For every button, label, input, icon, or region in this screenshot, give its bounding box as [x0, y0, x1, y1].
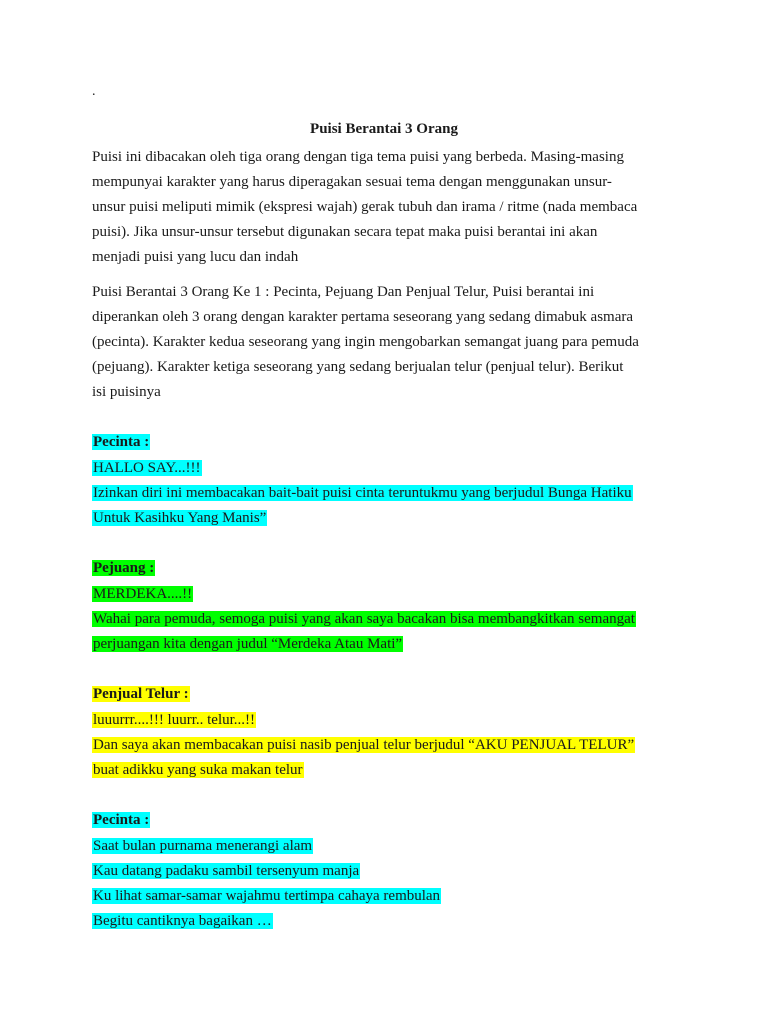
poem-line: Ku lihat samar-samar wajahmu tertimpa cahaya rembulan: [93, 888, 441, 904]
intro-line: unsur puisi meliputi mimik (ekspresi wajah) gerak tubuh dan irama / ritme (nada membaca: [92, 199, 638, 215]
intro-line: mempunyai karakter yang harus diperagakan sesuai tema dengan menggunakan unsur-: [92, 174, 612, 190]
poem-line: HALLO SAY...!!!: [93, 460, 201, 476]
description-paragraph: [92, 280, 682, 405]
poem-line: luuurrr....!!! luurr.. telur...!!: [93, 712, 256, 728]
poem-line: Kau datang padaku sambil tersenyum manja: [93, 863, 360, 879]
description-line: diperankan oleh 3 orang dengan karakter pertama seseorang yang sedang dimabuk asmara: [92, 309, 634, 325]
description-line: isi puisinya: [92, 384, 161, 400]
intro-line: puisi). Jika unsur-unsur tersebut digunakan secara tepat maka puisi berantai ini akan: [92, 224, 598, 240]
description-line: Puisi Berantai 3 Orang Ke 1 : Pecinta, Pejuang Dan Penjual Telur, Puisi berantai ini: [92, 284, 595, 300]
speaker-label: Pecinta :: [93, 434, 150, 450]
poem-line: buat adikku yang suka makan telur: [93, 762, 303, 778]
poem-line: perjuangan kita dengan judul “Merdeka Atau Mati”: [93, 636, 403, 652]
poem-line: Wahai para pemuda, semoga puisi yang akan saya bacakan bisa membangkitkan semangat: [93, 611, 635, 627]
speaker-label: Pejuang :: [93, 560, 155, 576]
description-line: (pecinta). Karakter kedua seseorang yang ingin mengobarkan semangat juang para pemuda: [92, 334, 639, 350]
speaker-label: Pecinta :: [93, 812, 150, 828]
intro-paragraph: [92, 145, 682, 270]
intro-line: Puisi ini dibacakan oleh tiga orang dengan tiga tema puisi yang berbeda. Masing-masing: [92, 149, 624, 165]
intro-line: menjadi puisi yang lucu dan indah: [92, 249, 299, 265]
poem-line: Begitu cantiknya bagaikan …: [93, 913, 272, 929]
poem-line: Saat bulan purnama menerangi alam: [93, 838, 313, 854]
leading-dot: .: [92, 84, 96, 99]
poem-line: Izinkan diri ini membacakan bait-bait puisi cinta teruntukmu yang berjudul Bunga Hatiku: [93, 485, 632, 501]
speaker-label: Penjual Telur :: [93, 686, 189, 702]
poem-line: MERDEKA....!!: [93, 586, 193, 602]
page-title: Puisi Berantai 3 Orang: [310, 121, 458, 137]
poem-line: Untuk Kasihku Yang Manis”: [93, 510, 267, 526]
description-line: (pejuang). Karakter ketiga seseorang yang sedang berjualan telur (penjual telur). Berikut: [92, 359, 624, 375]
poem-line: Dan saya akan membacakan puisi nasib penjual telur berjudul “AKU PENJUAL TELUR”: [93, 737, 635, 753]
